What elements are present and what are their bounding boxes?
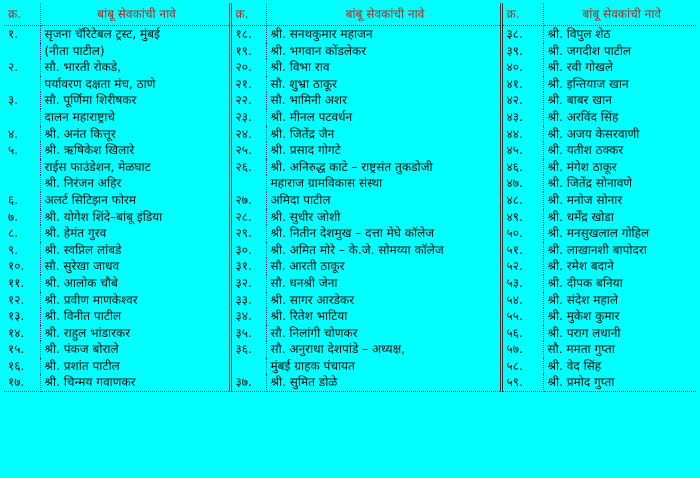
- row-name-2: श्री. रितेश भाटिया: [266, 308, 501, 325]
- row-name-1: पर्यावरण दक्षता मंच, ठाणे: [40, 76, 230, 93]
- row-name-2: सौ. धनश्री जेना: [266, 275, 501, 292]
- row-number-3: ३८.: [501, 26, 543, 43]
- row-number-3: ४५.: [501, 142, 543, 159]
- row-name-2: श्री. सुधीर जोशी: [266, 209, 501, 226]
- row-name-1: श्री. ऋषिकेश खिलारे: [40, 142, 230, 159]
- row-name-1: श्री. प्रवीण माणकेश्वर: [40, 292, 230, 309]
- row-name-1: श्री. योगेश शिंदे–बांबू इंडिया: [40, 209, 230, 226]
- row-number-2: २८.: [230, 209, 266, 226]
- row-name-1: श्री. निरंजन अहिर: [40, 175, 230, 192]
- row-number-1: [4, 159, 40, 176]
- row-name-3: श्री. मनसुखलाल गोहिल: [547, 226, 650, 241]
- row-name-1: श्री. हेमंत गुरव: [40, 225, 230, 242]
- row-name-2: अमिदा पाटील: [266, 192, 501, 209]
- volunteers-table: [4, 3, 696, 392]
- row-name-3: श्री. जितेंद्र सोनावणे: [547, 176, 633, 191]
- table-row: [4, 192, 696, 209]
- row-name-1: श्री. पंकज बोराले: [40, 341, 230, 358]
- row-number-3: ५४.: [501, 292, 543, 309]
- table-row: [4, 26, 696, 43]
- row-name-2: श्री. प्रसाद गोगटे: [266, 142, 501, 159]
- row-number-2: ३१.: [230, 258, 266, 275]
- table-row: [4, 43, 696, 60]
- row-name-3: श्री. रमेश बदाने: [547, 259, 614, 274]
- row-number-1: १२.: [4, 292, 40, 309]
- row-name-2: महाराज ग्रामविकास संस्था: [266, 175, 501, 192]
- row-number-1: १६.: [4, 358, 40, 375]
- row-name-1: सौ. सुरेखा जाधव: [40, 258, 230, 275]
- row-name-1: श्री. चिन्मय गवाणकर: [40, 374, 230, 391]
- table-row: [4, 59, 696, 76]
- row-number-1: १५.: [4, 341, 40, 358]
- row-number-1: २.: [4, 59, 40, 76]
- row-number-2: २४.: [230, 126, 266, 143]
- row-number-2: ३४.: [230, 308, 266, 325]
- row-name-3: श्री. अजय केसरवाणी: [547, 126, 640, 141]
- row-name-2: सौ. अनुराधा देशपांडे – अध्यक्ष,: [266, 341, 501, 358]
- row-number-1: [4, 76, 40, 93]
- row-name-1: राईस फाउंडेशन, मेळघाट: [40, 159, 230, 176]
- table-row: [4, 341, 696, 358]
- row-name-2: श्री. सनथकुमार महाजन: [266, 26, 501, 43]
- row-number-3: ४७.: [501, 175, 543, 192]
- table-row: [4, 126, 696, 143]
- table-row: [4, 325, 696, 342]
- row-number-3: ४२.: [501, 92, 543, 109]
- row-number-2: १९.: [230, 43, 266, 60]
- row-number-3: ५१.: [501, 242, 543, 259]
- row-name-2: श्री. सुमित डोळे: [266, 374, 501, 391]
- row-name-3: श्री. जगदीश पाटील: [547, 43, 632, 58]
- row-number-2: [230, 358, 266, 375]
- row-number-3: ४८.: [501, 192, 543, 209]
- row-name-3: श्री. संदेश महाले: [547, 292, 618, 307]
- row-name-2: श्री. नितीन देशमुख – दत्ता मेघे कॉलेज: [266, 225, 501, 242]
- row-name-3: सौ. ममता गुप्ता: [547, 342, 615, 357]
- row-name-2: श्री. अमित मोरे – के.जे. सोमय्या कॉलेज: [266, 242, 501, 259]
- row-number-3: ५२.: [501, 258, 543, 275]
- row-number-2: २७.: [230, 192, 266, 209]
- row-name-1: सौ. भारती रोकडे,: [40, 59, 230, 76]
- row-number-3: ५०.: [501, 225, 543, 242]
- row-name-2: सौ. शुभ्रा ठाकूर: [266, 76, 501, 93]
- row-name-1: श्री. राहुल भांडारकर: [40, 325, 230, 342]
- row-number-1: ८.: [4, 225, 40, 242]
- row-number-1: ६.: [4, 192, 40, 209]
- row-number-2: ३७.: [230, 374, 266, 391]
- row-number-2: २०.: [230, 59, 266, 76]
- row-name-3: श्री. यतीश ठक्कर: [547, 143, 624, 158]
- table-row: [4, 358, 696, 375]
- row-name-3: श्री. वेद सिंह: [547, 358, 602, 373]
- row-name-3: श्री. मंगेश ठाकूर: [547, 159, 617, 174]
- row-name-1: श्री. आलोक चौबे: [40, 275, 230, 292]
- row-number-3: ४१.: [501, 76, 543, 93]
- row-name-1: अलर्ट सिटिझन फोरम: [40, 192, 230, 209]
- row-number-1: १४.: [4, 325, 40, 342]
- table-row: [4, 242, 696, 259]
- row-number-2: ३०.: [230, 242, 266, 259]
- table-row: [4, 159, 696, 176]
- row-name-2: सौ. भामिनी अशर: [266, 92, 501, 109]
- row-number-2: २२.: [230, 92, 266, 109]
- header-names-1: बांबू सेवकांची नावे: [40, 3, 230, 26]
- row-name-2: मुंबई ग्राहक पंचायत: [266, 358, 501, 375]
- row-number-1: १७.: [4, 374, 40, 391]
- row-name-2: श्री. मीनल पटवर्धन: [266, 109, 501, 126]
- row-number-3: ४४.: [501, 126, 543, 143]
- row-name-1: (नीता पाटील): [40, 43, 230, 60]
- row-name-3: श्री. मुकेश कुमार: [547, 309, 620, 324]
- header-number-1: क्र.: [4, 3, 40, 26]
- row-name-3: श्री. लाखानशी बापोदरा: [547, 242, 647, 257]
- row-number-3: ५७.: [501, 341, 543, 358]
- table-row: [4, 275, 696, 292]
- table-row: [4, 308, 696, 325]
- row-number-1: १.: [4, 26, 40, 43]
- row-number-2: २१.: [230, 76, 266, 93]
- row-name-3: श्री. दीपक बनिया: [547, 275, 623, 290]
- header-row: [4, 3, 696, 26]
- row-name-2: श्री. भगवान कोंडलेकर: [266, 43, 501, 60]
- row-number-3: ५३.: [501, 275, 543, 292]
- row-name-1: श्री. स्वप्निल लांबडे: [40, 242, 230, 259]
- row-number-2: १८.: [230, 26, 266, 43]
- row-number-1: ७.: [4, 209, 40, 226]
- row-number-3: ५६.: [501, 325, 543, 342]
- row-number-1: [4, 109, 40, 126]
- row-name-1: श्री. विनीत पाटील: [40, 308, 230, 325]
- row-number-2: २९.: [230, 225, 266, 242]
- table-row: [4, 76, 696, 93]
- row-number-1: ११.: [4, 275, 40, 292]
- row-name-1: सौ. पूर्णिमा शिरीषकर: [40, 92, 230, 109]
- row-number-3: ५८.: [501, 358, 543, 375]
- row-name-2: श्री. जितेंद्र जैन: [266, 126, 501, 143]
- row-number-1: ९.: [4, 242, 40, 259]
- header-names-2: बांबू सेवकांची नावे: [266, 3, 501, 26]
- table-row: [4, 225, 696, 242]
- row-name-1: सृजना चॅरिटेबल ट्रस्ट, मुंबई: [40, 26, 230, 43]
- row-name-2: सौ. आरती ठाकूर: [266, 258, 501, 275]
- table-row: [4, 175, 696, 192]
- table-row: [4, 142, 696, 159]
- row-name-2: श्री. विभा राव: [266, 59, 501, 76]
- row-name-3: श्री. प्रमोद गुप्ता: [543, 374, 696, 391]
- row-number-1: ५.: [4, 142, 40, 159]
- row-name-3: श्री. अरविंद सिंह: [547, 109, 619, 124]
- row-number-3: ५५.: [501, 308, 543, 325]
- row-name-1: श्री. अनंत कित्तूर: [40, 126, 230, 143]
- row-number-2: २३.: [230, 109, 266, 126]
- row-number-3: ४३.: [501, 109, 543, 126]
- row-number-3: ४९.: [501, 209, 543, 226]
- row-number-1: [4, 175, 40, 192]
- row-name-3: श्री. धर्मेंद्र खोडा: [547, 209, 614, 224]
- row-number-1: १०.: [4, 258, 40, 275]
- table-row: [4, 374, 696, 391]
- row-number-3: ३९.: [501, 43, 543, 60]
- row-number-2: ३५.: [230, 325, 266, 342]
- row-number-1: १३.: [4, 308, 40, 325]
- row-name-2: सौ. निलांगी चोणकर: [266, 325, 501, 342]
- row-number-1: ३.: [4, 92, 40, 109]
- row-name-3: श्री. रवी गोखले: [547, 60, 614, 75]
- row-number-2: ३२.: [230, 275, 266, 292]
- row-number-3: ४६.: [501, 159, 543, 176]
- row-number-2: २६.: [230, 159, 266, 176]
- row-name-1: श्री. प्रशांत पाटील: [40, 358, 230, 375]
- row-name-3: श्री. मनोज सोनार: [547, 192, 623, 207]
- row-name-3: श्री. इन्तियाज खान: [547, 76, 629, 91]
- header-number-3: क्र.: [501, 3, 543, 26]
- row-number-1: [4, 43, 40, 60]
- header-number-2: क्र.: [230, 3, 266, 26]
- table-row: [4, 292, 696, 309]
- row-number-1: ४.: [4, 126, 40, 143]
- row-name-3: श्री. विपुल शेठ: [547, 27, 611, 41]
- table-row: [4, 209, 696, 226]
- row-name-3: श्री. बाबर खान: [547, 93, 612, 108]
- row-number-3: ४०.: [501, 59, 543, 76]
- row-name-2: श्री. अनिरुद्ध काटे – राष्ट्रसंत तुकडोजी: [266, 159, 501, 176]
- row-number-2: [230, 175, 266, 192]
- row-name-1: दालन महाराष्ट्राचे: [40, 109, 230, 126]
- row-number-2: ३३.: [230, 292, 266, 309]
- row-number-2: २५.: [230, 142, 266, 159]
- row-name-3: श्री. पराग लधानी: [547, 325, 621, 340]
- table-row: [4, 109, 696, 126]
- row-number-2: ३६.: [230, 341, 266, 358]
- table-row: [4, 92, 696, 109]
- row-name-2: श्री. सागर आरडेकर: [266, 292, 501, 309]
- row-number-3: ५९.: [501, 374, 543, 391]
- table-row: [4, 258, 696, 275]
- header-names-3: बांबू सेवकांची नावे: [543, 3, 696, 26]
